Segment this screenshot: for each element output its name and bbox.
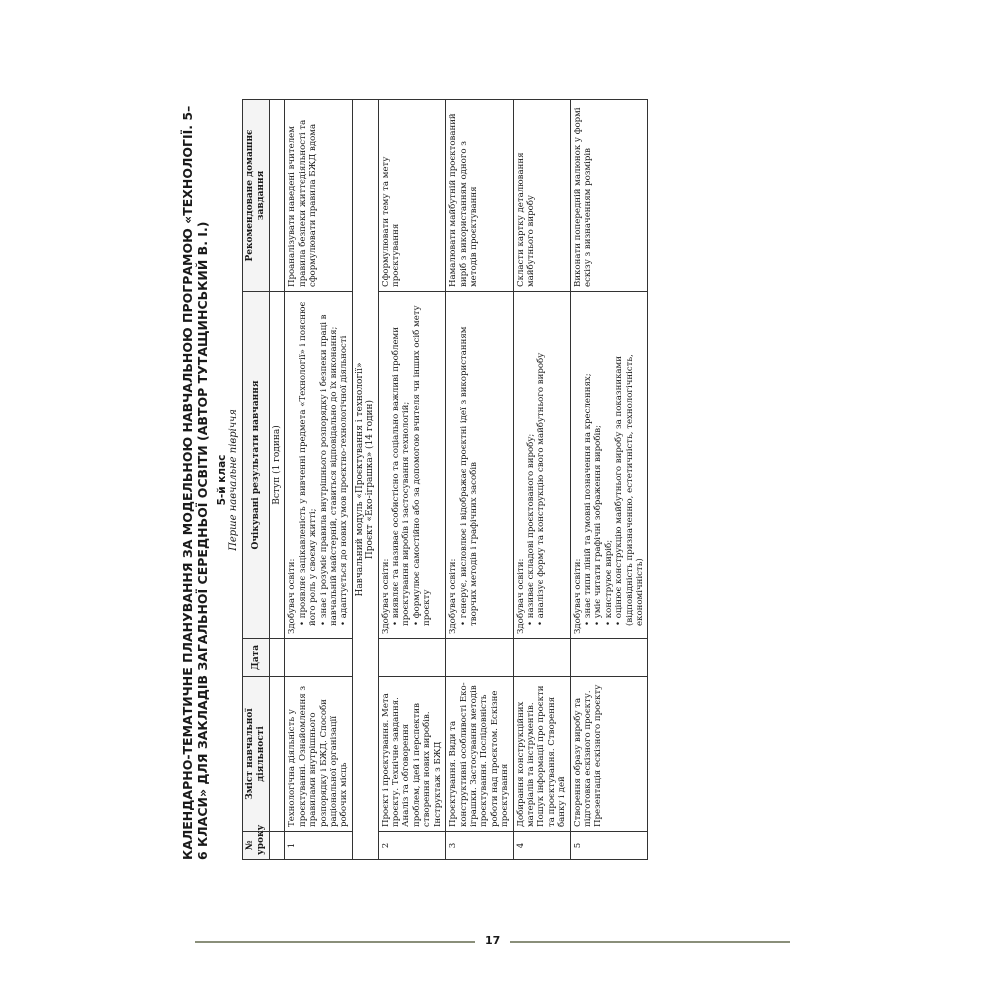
lesson-content: Проєктування. Види та конструктивні особливості Еко-іграшки. Застосування методів проєктування. Послідовність роботи над проєктом. Ескізне проєктування [446,677,513,832]
result-item: • знає і розуміє правила внутрішнього розпорядку і безпеки праці в навчальній майстерній, ставиться відповідально до їх виконання; [319,296,340,626]
result-item: • виявляє та називає особистісно та соціально важливі проблеми проєктування виробів і застосування технологій; [391,296,412,626]
class-label: 5-й клас [216,454,228,506]
result-item: • аналізує форму та конструкцію свого майбутнього виробу [536,296,546,626]
result-item: • проявляє зацікавленість у вивченні предмета «Технології» і пояснює його роль у своєму житті; [298,296,319,626]
table-header-row [243,100,270,860]
lesson-content: Проєкт і проєктування. Мета проєкту. Технічне завдання. Аналіз та обговорення проблем, ідей і перспектив створення нових виробів. Інструктаж з БЖД [378,677,445,832]
header-results: Очікувані результати навчання [243,292,270,639]
header-date: Дата [243,639,270,677]
lesson-homework: Виконати попередній малюнок у формі ескізу з визначенням розмірів [570,100,648,292]
results-heading: Здобувач освіти: [448,558,459,634]
lesson-date [446,639,513,677]
lesson-homework: Сформулювати тему та мету проєктування [378,100,445,292]
lesson-number: 2 [378,832,445,860]
lesson-results [570,292,648,639]
table-row [285,100,352,860]
project-title: Проєкт «Еко-іграшка» (14 годин) [365,399,376,560]
lesson-results [285,292,352,639]
results-list [298,296,350,634]
results-list [391,296,433,634]
lesson-number: 3 [446,832,513,860]
result-item: • адаптується до нових умов проєктно-технологічної діяльності [339,296,349,626]
result-item: • конструює виріб; [604,296,614,626]
results-heading: Здобувач освіти: [572,558,583,634]
lesson-date [378,639,445,677]
lesson-results [378,292,445,639]
rotated-page-content [180,100,815,860]
lesson-homework: Проаналізувати наведені вчителем правила безпеки життєдіяльності та сформулювати правила БЖД вдома [285,100,352,292]
semester-label: Перше навчальне півріччя [228,409,239,551]
results-heading: Здобувач освіти: [515,558,526,634]
lesson-number: 4 [513,832,570,860]
planning-table [242,99,648,860]
footer-rule-left [195,941,475,943]
results-heading: Здобувач освіти: [287,558,298,634]
lesson-results [446,292,513,639]
lesson-homework: Намалювати майбутній проєктований виріб з використанням одного з методів проєктування [446,100,513,292]
table-row [378,100,445,860]
result-item: • уміє читати графічні зображення виробів; [593,296,603,626]
results-list [526,296,547,634]
lesson-results [513,292,570,639]
page-number: 17 [485,934,501,947]
result-item: • називає складові проєктованого виробу; [526,296,536,626]
header-content: Зміст навчальної діяльності [243,677,270,832]
section-row [270,100,285,860]
result-item: • знає типи ліній та умовні позначення на кресленнях; [583,296,593,626]
lesson-date [513,639,570,677]
lesson-homework: Скласти картку деталювання майбутнього виробу [513,100,570,292]
table-row [570,100,648,860]
lesson-number: 1 [285,832,352,860]
results-list [459,296,480,634]
module-title: Навчальний модуль «Проєктування і технології» [354,362,365,597]
lesson-content: Добирання конструкційних матеріалів та інструментів. Пошук інформації про проєкти та проєктування. Створення банку і дей [513,677,570,832]
lesson-date [570,639,648,677]
header-lesson-number: № уроку [243,832,270,860]
lesson-number: 5 [570,832,648,860]
result-item: • генерує, висловлює і відображає проєктні ідеї з використанням творчих методів і графічних засобів [459,296,480,626]
section-module [352,100,378,860]
results-heading: Здобувач освіти: [380,558,391,634]
result-item: • формулює самостійно або за допомогою вчителя чи інших осіб мету проєкту [412,296,433,626]
results-list [583,296,645,634]
section-row [352,100,378,860]
lesson-date [285,639,352,677]
table-row [513,100,570,860]
section-intro: Вступ (1 година) [270,292,285,639]
result-item: • оцінює конструкцію майбутнього виробу за показниками (відповідність призначенню, естетичність, технологічність, економічність) [614,296,645,626]
page-title: КАЛЕНДАРНО-ТЕМАТИЧНЕ ПЛАНУВАННЯ ЗА МОДЕЛЬНОЮ НАВЧАЛЬНОЮ ПРОГРАМОЮ «ТЕХНОЛОГІЇ. 5–6 КЛАСИ» ДЛЯ ЗАКЛАДІВ ЗАГАЛЬНОЇ СЕРЕДНЬОЇ ОСВІТИ (АВТОР ТУТАЩИНСЬКИЙ В. І.) [180,105,210,860]
header-homework: Рекомендоване домашнє завдання [243,100,270,292]
table-row [446,100,513,860]
footer-rule-right [510,941,790,943]
lesson-content: Створення образу виробу та підготовка ескізного проєкту. Презентація ескізного проєкту [570,677,648,832]
lesson-content: Технологічна діяльність у проєктуванні. Ознайомлення з правилами внутрішнього розпорядку і БЖД. Способи раціональної організації робочих місць [285,677,352,832]
